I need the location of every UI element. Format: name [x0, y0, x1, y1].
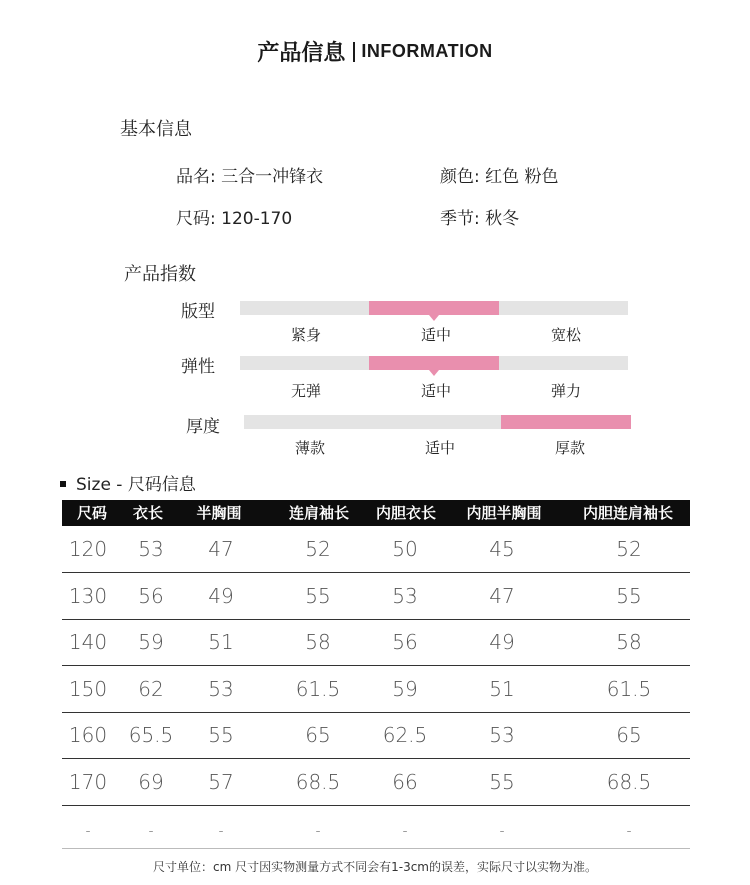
table-row-divider	[62, 712, 690, 713]
size-table-cell: 120	[68, 537, 108, 561]
index-selected-segment-elasticity	[369, 356, 499, 370]
header-title-en: INFORMATION	[361, 41, 493, 61]
index-tick: 紧身	[290, 326, 321, 344]
size-table-cell: 55	[208, 723, 234, 748]
header-title-zh: 产品信息	[257, 41, 346, 66]
size-table-cell: 53	[489, 723, 515, 748]
size-table-header-cell: 内胆衣长	[375, 504, 436, 522]
table-row-divider	[62, 665, 690, 666]
size-table-cell: 59	[138, 630, 164, 655]
size-table-header-cell: 半胸围	[196, 504, 242, 522]
table-bottom-border	[62, 848, 690, 849]
size-table-cell: 51	[208, 630, 234, 655]
size-table-cell: 130	[68, 583, 108, 608]
index-pointer-fit	[429, 315, 439, 321]
size-table-cell: 65	[616, 723, 642, 748]
size-table-cell: 49	[489, 630, 515, 655]
index-tick: 厚款	[554, 439, 585, 457]
size-table-cell: 68.5	[606, 770, 652, 794]
size-table-header	[62, 500, 690, 526]
size-table-cell: -	[148, 822, 154, 839]
index-selected-segment-thickness	[501, 415, 631, 429]
index-pointer-elasticity	[429, 370, 439, 376]
size-table-cell: 55	[616, 583, 642, 608]
size-table-cell: -	[402, 822, 408, 839]
product-name: 品名: 三合一冲锋衣	[176, 167, 324, 187]
index-tick: 宽松	[550, 326, 581, 344]
size-table-cell: 68.5	[295, 770, 341, 794]
size-table-cell: 170	[68, 770, 108, 794]
size-table-header-cell: 内胆连肩袖长	[582, 504, 673, 522]
size-table-cell: 55	[305, 583, 331, 608]
table-row-divider	[62, 572, 690, 573]
index-tick: 无弹	[290, 382, 321, 400]
size-table-cell: 55	[489, 770, 515, 794]
product-color: 颜色: 红色 粉色	[440, 167, 559, 187]
size-table-cell: 58	[616, 630, 642, 655]
size-table-cell: 58	[305, 630, 331, 655]
header-divider	[353, 42, 355, 62]
size-table-cell: -	[626, 822, 632, 839]
size-table-cell: 56	[138, 583, 164, 608]
size-table-cell: 59	[392, 676, 418, 701]
size-table-cell: -	[218, 822, 224, 839]
size-table-cell: 53	[392, 583, 418, 608]
size-table-cell: 61.5	[295, 676, 341, 701]
index-selected-segment-fit	[369, 301, 499, 315]
size-table-cell: 62	[138, 676, 164, 701]
product-season: 季节: 秋冬	[440, 209, 520, 229]
index-tick: 适中	[420, 382, 451, 400]
size-table-cell: 160	[68, 723, 108, 748]
size-table-header-cell: 内胆半胸围	[466, 504, 542, 522]
index-tick: 薄款	[294, 439, 325, 457]
size-table-header-cell: 连肩袖长	[288, 504, 349, 522]
index-tick: 弹力	[550, 382, 581, 400]
size-table-cell: 52	[305, 537, 331, 561]
basic-info-title: 基本信息	[120, 119, 192, 140]
size-table-cell: 66	[392, 770, 418, 794]
index-label-fit: 版型	[181, 302, 215, 322]
size-table-cell: 53	[138, 537, 164, 561]
size-table-cell: 51	[489, 676, 515, 701]
size-table-cell: 52	[616, 537, 642, 561]
index-label-elasticity: 弹性	[181, 357, 215, 377]
size-table-cell: 140	[68, 630, 108, 655]
size-table-cell: 56	[392, 630, 418, 655]
index-tick: 适中	[420, 326, 451, 344]
size-table-title-text: Size - 尺码信息	[76, 475, 196, 495]
size-table-cell: -	[499, 822, 505, 839]
measurement-note: 尺寸单位：cm 尺寸因实物测量方式不同会有1-3cm的误差，实际尺寸以实物为准。	[153, 860, 597, 874]
table-row-divider	[62, 758, 690, 759]
table-row-divider	[62, 805, 690, 806]
size-table-header-cell: 衣长	[132, 504, 163, 522]
size-table-cell: 47	[489, 583, 515, 608]
index-tick: 适中	[424, 439, 455, 457]
bullet-square-icon	[60, 481, 66, 487]
size-table-header-cell: 尺码	[76, 504, 107, 522]
size-table-cell: 49	[208, 583, 234, 608]
size-table-cell: -	[85, 822, 91, 839]
table-row-divider	[62, 619, 690, 620]
size-table-cell: 69	[138, 770, 164, 794]
product-index-title: 产品指数	[124, 264, 196, 285]
size-table-cell: 65	[305, 723, 331, 748]
size-table-cell: 61.5	[606, 676, 652, 701]
product-size-range: 尺码: 120-170	[176, 209, 293, 229]
size-table-cell: -	[315, 822, 321, 839]
size-table-cell: 57	[208, 770, 234, 794]
size-table-cell: 150	[68, 676, 108, 701]
section-header	[0, 36, 750, 67]
size-table-cell: 62.5	[382, 723, 428, 748]
size-table-cell: 50	[392, 537, 418, 561]
size-table-cell: 65.5	[128, 723, 174, 748]
size-table-cell: 45	[489, 537, 515, 561]
size-table-cell: 47	[208, 537, 234, 561]
size-table-title	[60, 470, 196, 495]
index-label-thickness: 厚度	[186, 417, 220, 437]
size-table-cell: 53	[208, 676, 234, 701]
